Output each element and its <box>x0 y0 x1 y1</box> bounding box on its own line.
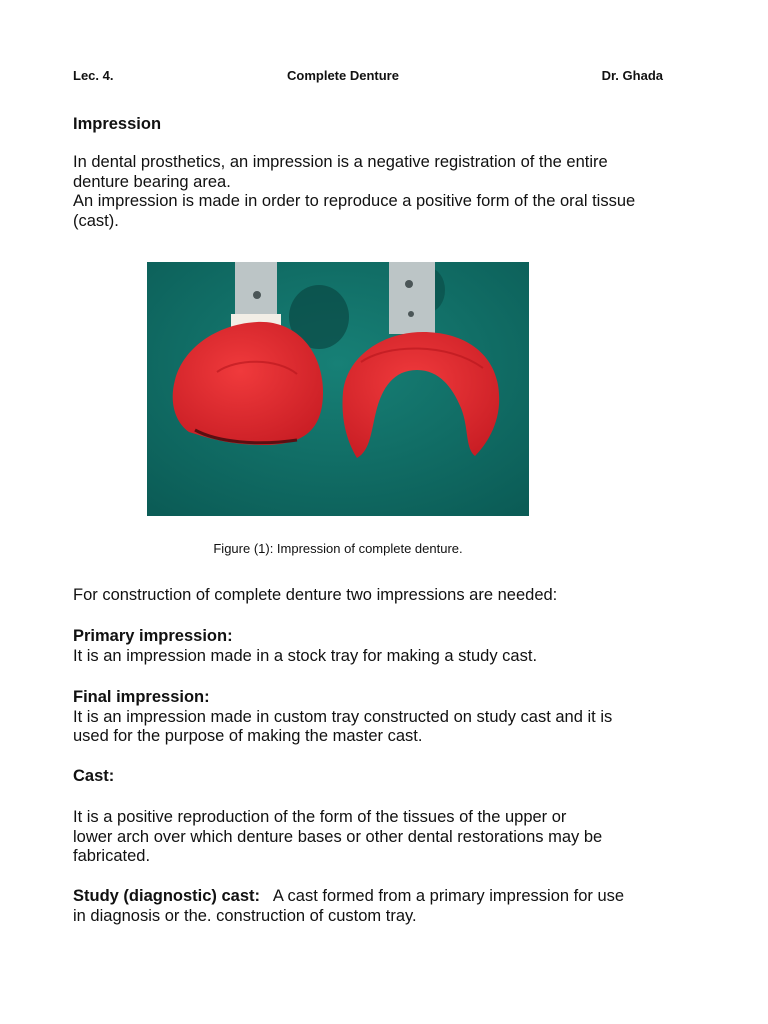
final-impression-text: It is an impression made in custom tray constructed on study cast and it is <box>73 707 613 726</box>
impression-photo-illustration <box>147 262 529 516</box>
intro-line: (cast). <box>73 211 119 230</box>
study-cast-text: in diagnosis or the. construction of custom tray. <box>73 906 417 925</box>
final-impression-heading: Final impression: <box>73 688 210 706</box>
study-cast-block <box>73 887 703 926</box>
course-title: Complete Denture <box>287 68 399 83</box>
cast-definition-line: fabricated. <box>73 847 151 865</box>
intro-line: denture bearing area. <box>73 172 231 191</box>
tray-hole <box>253 291 261 299</box>
figure-caption: Figure (1): Impression of complete denture. <box>213 541 463 556</box>
intro-paragraph <box>73 153 703 231</box>
final-impression-block <box>73 688 703 747</box>
lower-tray-handle <box>389 262 435 334</box>
lecture-number: Lec. 4. <box>73 68 114 83</box>
primary-impression-block <box>73 627 703 666</box>
intro-line: In dental prosthetics, an impression is a negative registration of the entire <box>73 153 608 171</box>
cast-heading: Cast: <box>73 767 115 785</box>
primary-impression-heading: Primary impression: <box>73 627 233 645</box>
impression-photo <box>147 262 529 516</box>
cast-definition-line: It is a positive reproduction of the form of the tissues of the upper or <box>73 808 567 826</box>
study-cast-text: A cast formed from a primary impression for use <box>272 887 625 905</box>
section-title: Impression <box>73 115 162 133</box>
cast-definition <box>73 808 703 867</box>
author-name: Dr. Ghada <box>601 68 663 83</box>
study-cast-heading: Study (diagnostic) cast: <box>73 887 261 905</box>
tray-hole <box>408 311 414 317</box>
page-header <box>73 68 663 84</box>
final-impression-text: used for the purpose of making the master cast. <box>73 727 423 745</box>
intro-line: An impression is made in order to reproduce a positive form of the oral tissue <box>73 192 636 210</box>
cast-definition-line: lower arch over which denture bases or other dental restorations may be <box>73 827 603 846</box>
construction-text: For construction of complete denture two impressions are needed: <box>73 586 558 604</box>
study-cast-first-line <box>73 887 703 907</box>
tray-hole <box>405 280 413 288</box>
primary-impression-text: It is an impression made in a stock tray for making a study cast. <box>73 646 538 665</box>
